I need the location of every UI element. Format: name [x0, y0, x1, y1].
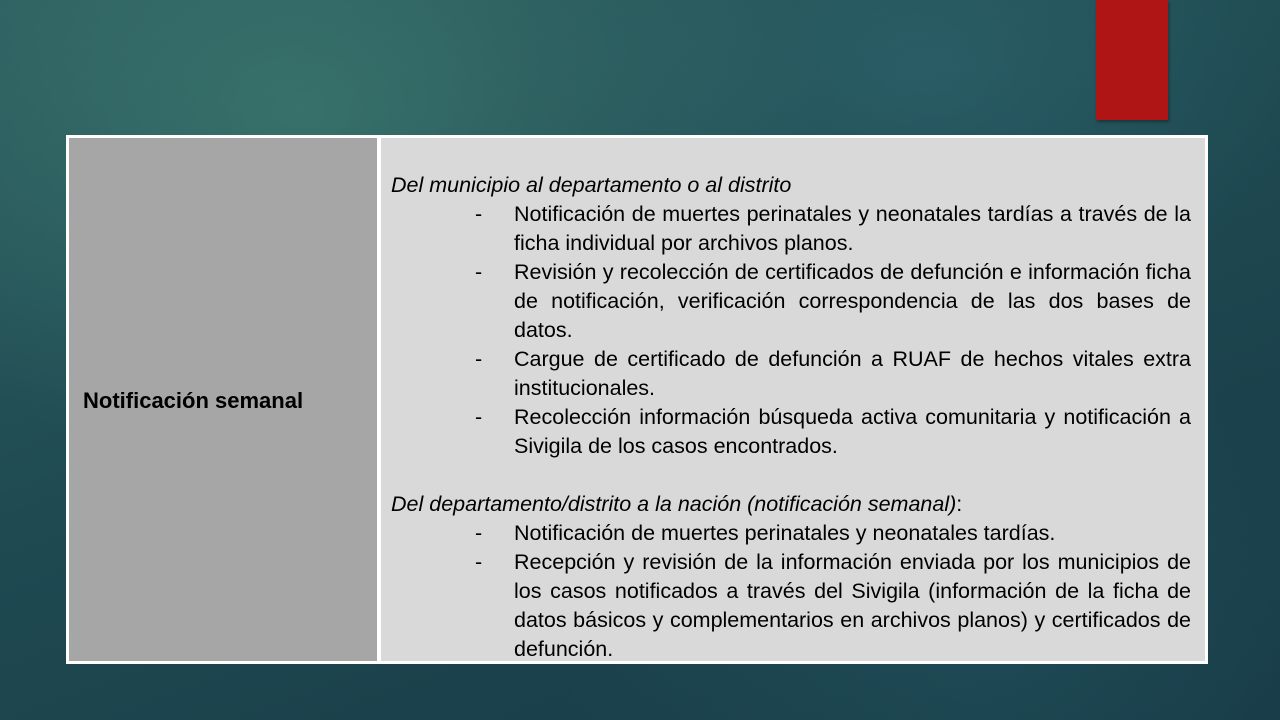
table-right-cell: [381, 138, 1205, 661]
row-title: Notificación semanal: [83, 388, 304, 413]
list-item-text: Recepción y revisión de la información enviada por los municipios de los casos notificados a través del Sivigila (información de la ficha de datos básicos y complementarios en archivos planos) y certificados de defunción.: [514, 550, 1191, 661]
dash-marker: -: [475, 405, 483, 429]
list-item: [391, 200, 1191, 258]
section-heading-suffix: :: [956, 492, 963, 516]
list-item: [391, 519, 1191, 548]
section-spacer: [391, 461, 1191, 490]
dash-marker: -: [475, 347, 483, 371]
list-item: [391, 548, 1191, 664]
dash-marker: -: [475, 260, 483, 284]
section-list: [391, 200, 1191, 461]
list-item: [391, 345, 1191, 403]
list-item-text: Cargue de certificado de defunción a RUAF de hechos vitales extra institucionales.: [514, 347, 1191, 400]
section-heading-text: Del departamento/distrito a la nación (notificación semanal): [391, 492, 957, 516]
section-list: [391, 519, 1191, 664]
dash-marker: -: [475, 550, 483, 574]
list-item-text: Notificación de muertes perinatales y neonatales tardías a través de la ficha individual por archivos planos.: [514, 202, 1191, 255]
section-heading-text: Del municipio al departamento o al distrito: [391, 173, 792, 197]
dash-marker: -: [475, 521, 483, 545]
list-item-text: Recolección información búsqueda activa comunitaria y notificación a Sivigila de los casos encontrados.: [514, 405, 1191, 458]
list-item-text: Revisión y recolección de certificados de defunción e información ficha de notificación, verificación correspondencia de las dos bases de datos.: [514, 260, 1191, 342]
list-item-text: Notificación de muertes perinatales y neonatales tardías.: [514, 521, 1056, 545]
list-item: [391, 403, 1191, 461]
dash-marker: -: [475, 202, 483, 226]
table-left-cell: [69, 138, 377, 661]
section-heading: [391, 171, 1191, 200]
red-accent-bar: [1096, 0, 1168, 120]
content-table: [66, 135, 1208, 664]
list-item: [391, 258, 1191, 345]
section-heading: [391, 490, 1191, 519]
